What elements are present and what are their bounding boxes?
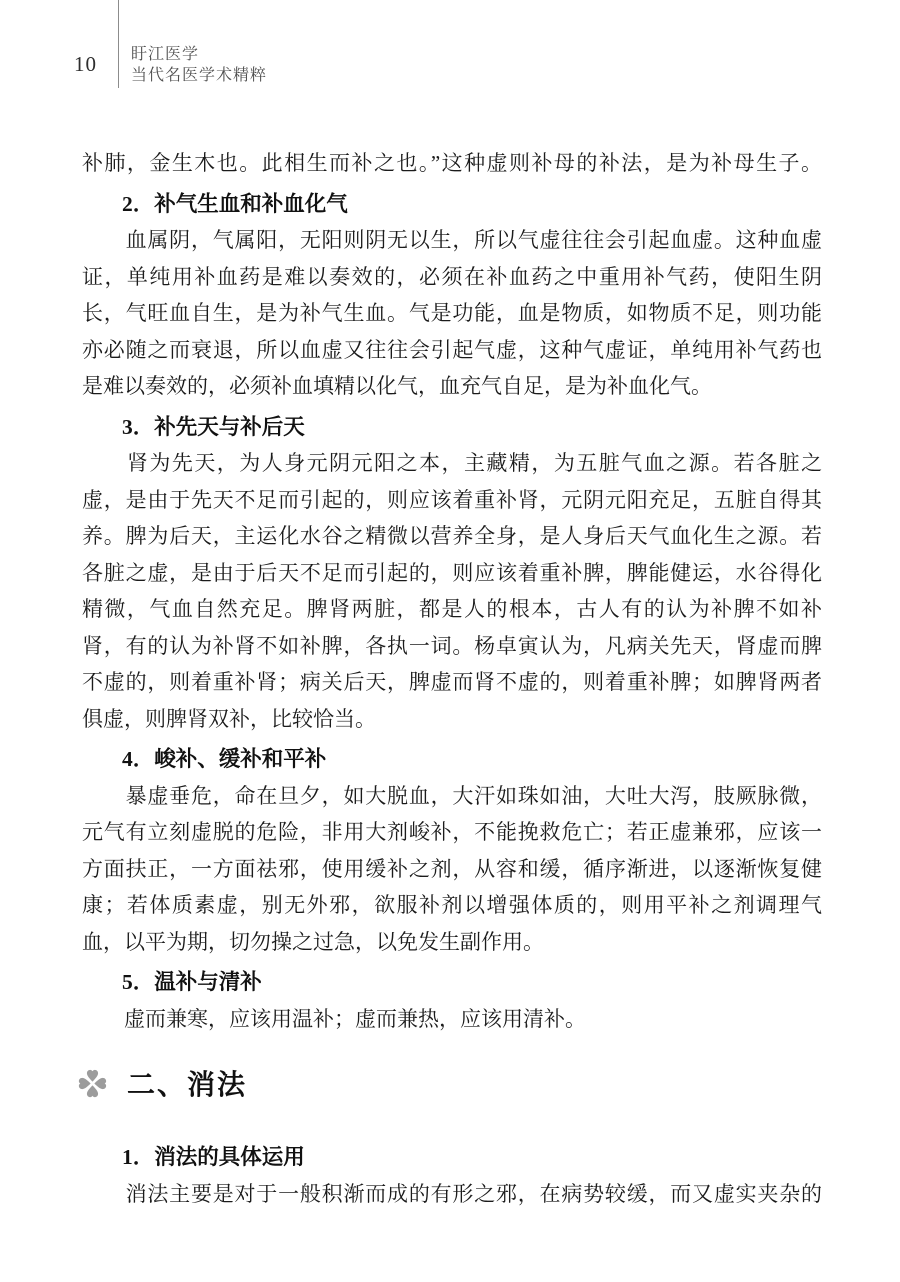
body-line: 肾，有的认为补肾不如补脾，各执一词。杨卓寅认为，凡病关先天，肾虚而脾: [82, 633, 822, 658]
body-line: 亦必随之而衰退，所以血虚又往往会引起气虚，这种气虚证，单纯用补气药也: [82, 337, 822, 362]
body-line: 精微，气血自然充足。脾肾两脏，都是人的根本，古人有的认为补脾不如补: [82, 597, 822, 621]
body-line: 血，以平为期，切勿操之过急，以免发生副作用。: [82, 929, 544, 954]
body-line: 是难以奏效的，必须补血填精以化气，血充气自足，是为补血化气。: [82, 374, 712, 398]
page-number: 10: [74, 52, 97, 76]
body-line: 肾为先天，为人身元阴元阳之本，主藏精，为五脏气血之源。若各脏之: [82, 451, 822, 475]
sub-heading: 2．补气生血和补血化气: [122, 191, 348, 216]
body-line: 暴虚垂危，命在旦夕，如大脱血，大汗如珠如油，大吐大泻，肢厥脉微，: [82, 783, 822, 808]
paragraph: [82, 222, 822, 405]
sub-heading: 1．消法的具体运用: [122, 1145, 305, 1169]
sub-heading: 4．峻补、缓补和平补: [122, 747, 327, 771]
body-line: 各脏之虚，是由于后天不足而引起的，则应该着重补脾，脾能健运，水谷得化: [82, 560, 822, 585]
section-title: 二、消法: [127, 1070, 248, 1101]
body-line: 元气有立刻虚脱的危险，非用大剂峻补，不能挽救危亡；若正虚兼邪，应该一: [82, 820, 822, 844]
body-line: 长，气旺血自生，是为补气生血。气是功能，血是物质，如物质不足，则功能: [82, 301, 822, 325]
body-line: 消法主要是对于一般积渐而成的有形之邪，在病势较缓，而又虚实夹杂的: [82, 1181, 822, 1206]
paragraph: [82, 145, 822, 182]
content: [82, 145, 822, 1212]
paragraph: [82, 1001, 822, 1038]
running-title: [131, 44, 267, 86]
sub-heading: 3．补先天与补后天: [122, 414, 305, 439]
clover-icon: [77, 1068, 108, 1099]
page-header: [0, 0, 900, 110]
body-line: 虚，是由于先天不足而引起的，则应该着重补肾，元阴元阳充足，五脏自得其: [82, 487, 822, 512]
body-line: 血属阴，气属阳，无阳则阴无以生，所以气虚往往会引起血虚。这种血虚: [82, 228, 822, 252]
paragraph: [82, 778, 822, 961]
paragraph: [82, 1176, 822, 1213]
book-subtitle: 当代名医学术精粹: [131, 67, 268, 84]
header-divider: [118, 0, 119, 88]
section-heading: [82, 1063, 822, 1103]
body-line: 证，单纯用补血药是难以奏效的，必须在补血药之中重用补气药，使阳生阴: [82, 264, 822, 289]
body-line: 补肺，金生木也。此相生而补之也。”这种虚则补母的补法，是为补母生子。: [82, 151, 822, 175]
paragraph: [82, 445, 822, 737]
body-line: 养。脾为后天，主运化水谷之精微以营养全身，是人身后天气血化生之源。若: [82, 524, 822, 548]
body-line: 康；若体质素虚，别无外邪，欲服补剂以增强体质的，则用平补之剂调理气: [82, 893, 822, 917]
sub-heading: 5．温补与清补: [122, 970, 262, 994]
body-line: 不虚的，则着重补肾；病关后天，脾虚而肾不虚的，则着重补脾；如脾肾两者: [82, 670, 822, 694]
body-line: 方面扶正，一方面祛邪，使用缓补之剂，从容和缓，循序渐进，以逐渐恢复健: [82, 856, 822, 881]
body-line: 俱虚，则脾肾双补，比较恰当。: [82, 706, 376, 731]
book-title: 盱江医学: [131, 46, 200, 63]
body-line: 虚而兼寒，应该用温补；虚而兼热，应该用清补。: [82, 1006, 586, 1031]
